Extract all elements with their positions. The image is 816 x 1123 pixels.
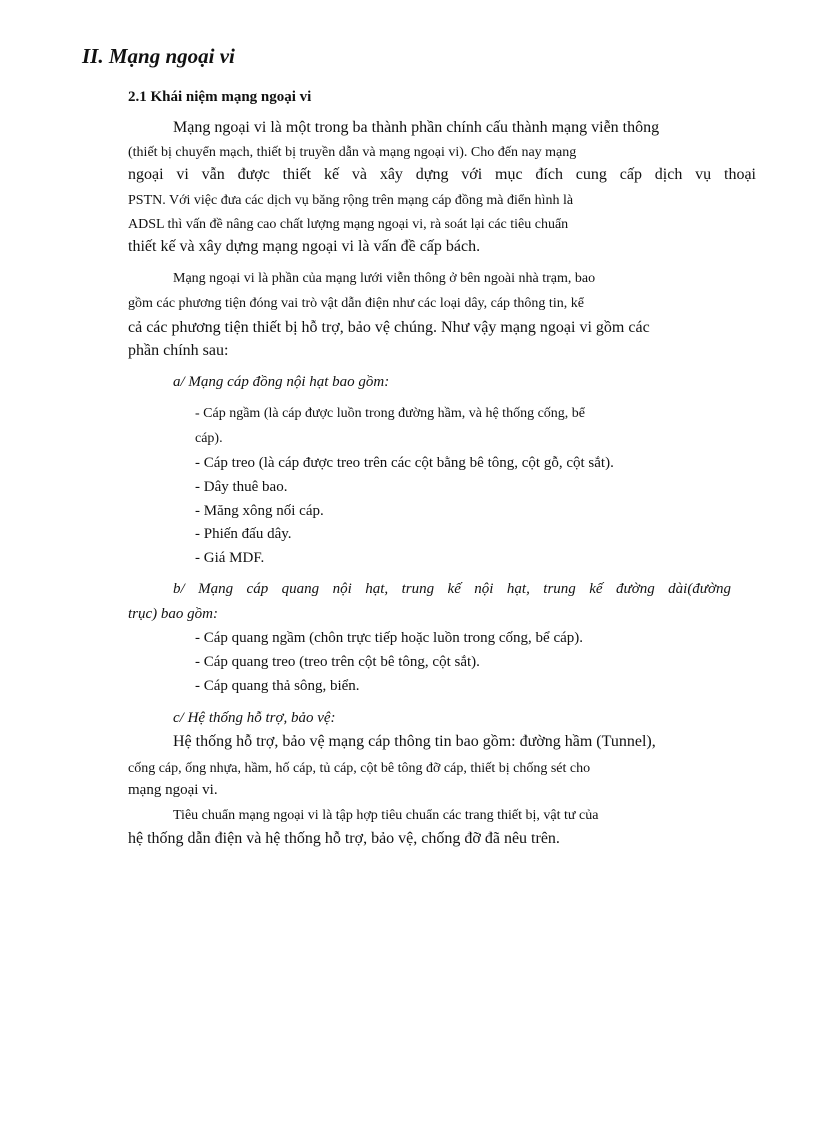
section-b-item-3: - Cáp quang thả sông, biển.	[195, 678, 360, 694]
para1-line-1: Mạng ngoại vi là một trong ba thành phần chính cấu thành mạng viễn thông	[173, 119, 660, 136]
para1-line-2: (thiết bị chuyển mạch, thiết bị truyền dẫn và mạng ngoại vi). Cho đến nay mạng	[128, 145, 577, 160]
section-b-item-2: - Cáp quang treo (treo trên cột bê tông, cột sắt).	[195, 654, 480, 670]
para2-line-3: cả các phương tiện thiết bị hỗ trợ, bảo vệ chúng. Như vậy mạng ngoại vi gồm các	[128, 319, 650, 336]
section-c-para-line-3: mạng ngoại vi.	[128, 782, 218, 798]
section-a-item-1-cont: cáp).	[195, 431, 223, 446]
section-c-para2-line-1: Tiêu chuẩn mạng ngoại vi là tập hợp tiêu chuẩn các trang thiết bị, vật tư của	[173, 808, 599, 823]
section-c-para-line-1: Hệ thống hỗ trợ, bảo vệ mạng cáp thông tin bao gồm: đường hầm (Tunnel),	[173, 733, 656, 750]
para2-line-4: phần chính sau:	[128, 342, 229, 359]
subsection-heading: 2.1 Khái niệm mạng ngoại vi	[128, 89, 312, 105]
section-a-item-3: - Dây thuê bao.	[195, 479, 288, 495]
section-a-item-6: - Giá MDF.	[195, 550, 265, 566]
section-b-title-line-2: trục) bao gồm:	[128, 606, 218, 622]
section-a-title: a/ Mạng cáp đồng nội hạt bao gồm:	[173, 374, 390, 390]
section-a-item-1: - Cáp ngầm (là cáp được luồn trong đường hầm, và hệ thống cống, bể	[195, 406, 585, 421]
section-heading: II. Mạng ngoại vi	[82, 44, 235, 68]
section-b-item-1: - Cáp quang ngầm (chôn trực tiếp hoặc luồn trong cống, bể cáp).	[195, 630, 584, 646]
para2-line-2: gồm các phương tiện đóng vai trò vật dẫn điện như các loại dây, cáp thông tin, kể	[128, 296, 584, 311]
para1-line-6: thiết kế và xây dựng mạng ngoại vi là vấn đề cấp bách.	[128, 238, 481, 255]
section-a-item-4: - Măng xông nối cáp.	[195, 503, 324, 519]
para1-line-3: ngoại vi vẫn được thiết kế và xây dựng với mục đích cung cấp dịch vụ thoại	[128, 166, 756, 183]
section-b-title-line-1: b/ Mạng cáp quang nội hạt, trung kế nội hạt, trung kế đường dài(đường	[173, 581, 731, 597]
section-c-para-line-2: cống cáp, ống nhựa, hầm, hố cáp, tủ cáp, cột bê tông đỡ cáp, thiết bị chống sét cho	[128, 761, 591, 776]
para1-line-5: ADSL thì vấn đề nâng cao chất lượng mạng ngoại vi, rà soát lại các tiêu chuẩn	[128, 217, 569, 232]
para1-line-4: PSTN. Với việc đưa các dịch vụ băng rộng trên mạng cáp đồng mà điển hình là	[128, 193, 574, 208]
para2-line-1: Mạng ngoại vi là phần của mạng lưới viễn thông ở bên ngoài nhà trạm, bao	[173, 271, 596, 286]
section-a-item-2: - Cáp treo (là cáp được treo trên các cột bằng bê tông, cột gỗ, cột sắt).	[195, 455, 614, 471]
section-c-title: c/ Hệ thống hỗ trợ, bảo vệ:	[173, 710, 336, 726]
section-a-item-5: - Phiến đấu dây.	[195, 526, 292, 542]
section-c-para2-line-2: hệ thống dẫn điện và hệ thống hỗ trợ, bảo vệ, chống đỡ đã nêu trên.	[128, 830, 560, 847]
